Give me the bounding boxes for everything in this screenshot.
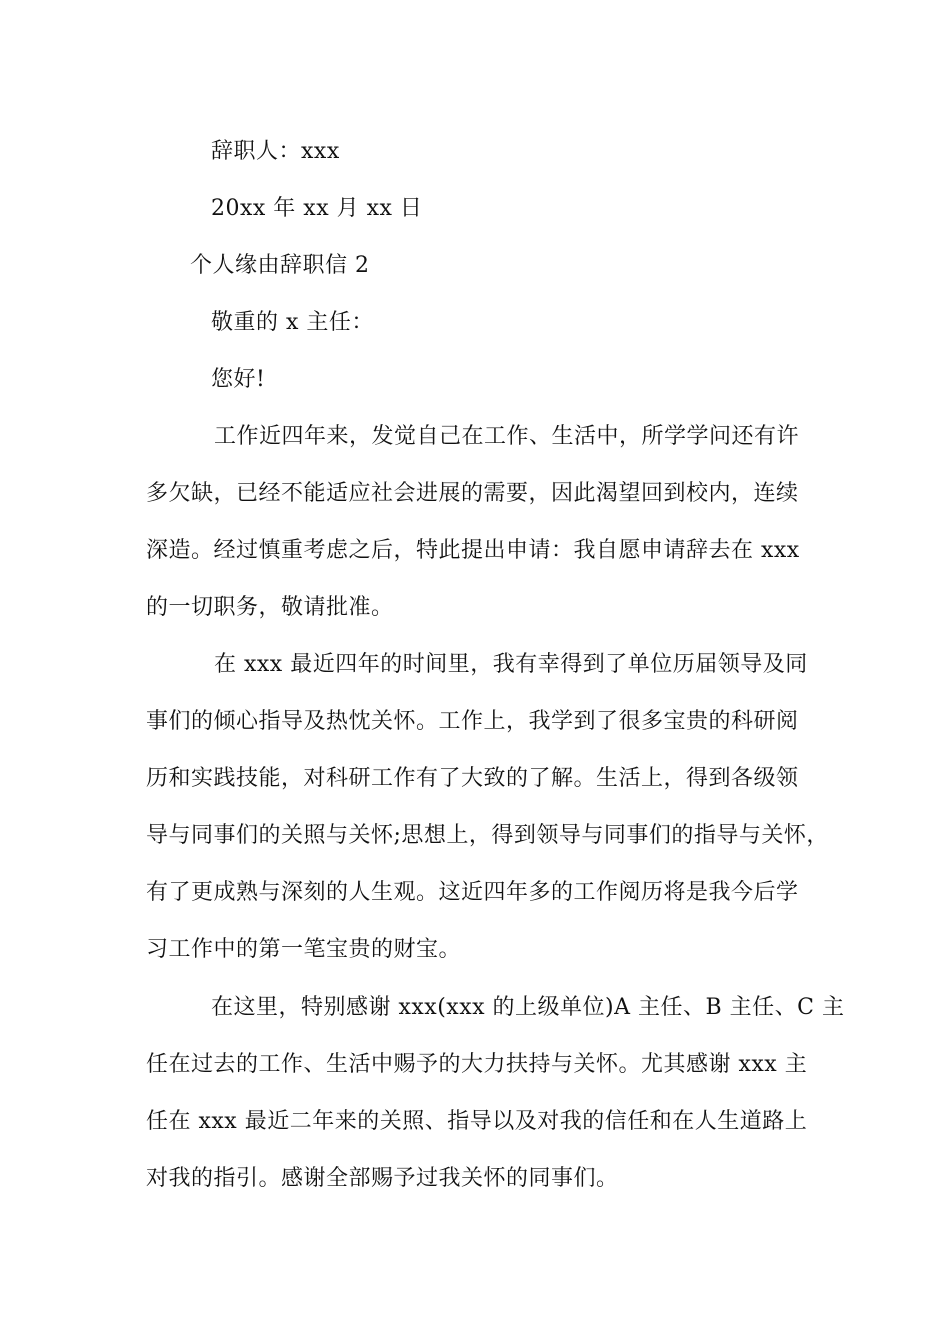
paragraph-line: 任在过去的工作、生活中赐予的大力扶持与关怀。尤其感谢 xxx 主 <box>146 1052 808 1077</box>
salutation: 敬重的 x 主任： <box>211 310 374 335</box>
paragraph-line: 工作近四年来，发觉自己在工作、生活中，所学学问还有许 <box>214 424 800 449</box>
paragraph-line: 导与同事们的关照与关怀;思想上，得到领导与同事们的指导与关怀， <box>146 823 829 848</box>
paragraph-line: 历和实践技能，对科研工作有了大致的了解。生活上，得到各级领 <box>146 766 799 791</box>
resigner-line: 辞职人：xxx <box>211 139 340 164</box>
paragraph-line: 有了更成熟与深刻的人生观。这近四年多的工作阅历将是我今后学 <box>146 880 799 905</box>
paragraph-line: 任在 xxx 最近二年来的关照、指导以及对我的信任和在人生道路上 <box>146 1109 808 1134</box>
paragraph-line: 深造。经过慎重考虑之后，特此提出申请：我自愿申请辞去在 xxx <box>146 538 800 563</box>
paragraph-line: 多欠缺，已经不能适应社会进展的需要，因此渴望回到校内，连续 <box>146 481 799 506</box>
paragraph-line: 习工作中的第一笔宝贵的财宝。 <box>146 937 462 962</box>
paragraph-line: 事们的倾心指导及热忱关怀。工作上，我学到了很多宝贵的科研阅 <box>146 709 799 734</box>
paragraph-line: 对我的指引。感谢全部赐予过我关怀的同事们。 <box>146 1166 619 1191</box>
paragraph-line: 的一切职务，敬请批准。 <box>146 595 394 620</box>
letter-title: 个人缘由辞职信 2 <box>190 253 370 278</box>
date-line: 20xx 年 xx 月 xx 日 <box>211 196 423 221</box>
paragraph-line: 在 xxx 最近四年的时间里，我有幸得到了单位历届领导及同 <box>214 652 808 677</box>
paragraph-line: 在这里，特别感谢 xxx(xxx 的上级单位)A 主任、B 主任、C 主 <box>211 995 845 1020</box>
greeting: 您好! <box>211 367 266 392</box>
